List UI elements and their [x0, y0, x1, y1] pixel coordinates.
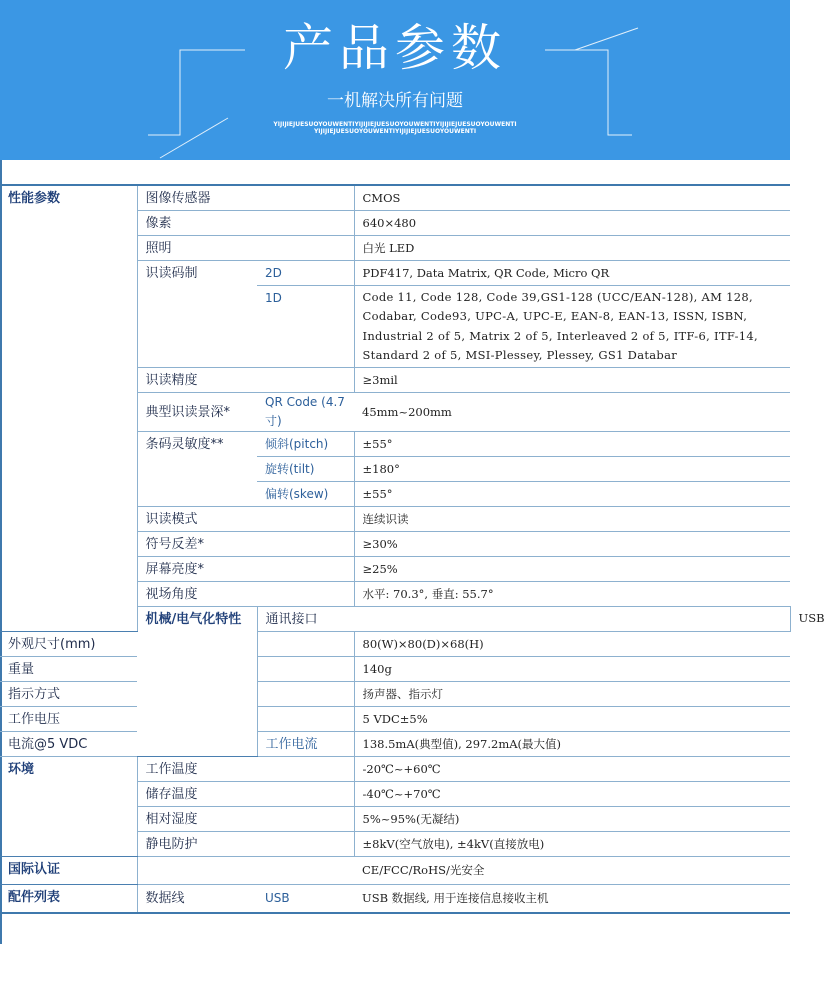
spec-row-dimensions — [0, 632, 790, 657]
row-value: -40℃~+70℃ — [354, 782, 790, 807]
row-sub — [257, 682, 354, 707]
row-sub — [257, 757, 354, 782]
spec-row-certs — [0, 857, 790, 885]
row-value: ≥30% — [354, 532, 790, 557]
row-sub — [257, 582, 354, 607]
row-sub — [257, 368, 354, 393]
row-label: 条码灵敏度** — [137, 432, 257, 507]
row-label: 像素 — [137, 211, 257, 236]
row-label: 外观尺寸(mm) — [0, 632, 137, 657]
row-label: 屏幕亮度* — [137, 557, 257, 582]
spec-row-cable — [0, 885, 790, 914]
section-mechanical: 机械/电气化特性 — [137, 607, 257, 757]
row-value: ≥25% — [354, 557, 790, 582]
row-value-1d: Code 11, Code 128, Code 39,GS1-128 (UCC/EAN-128), AM 128, Codabar, Code93, UPC-A, UPC-E, EAN-8, EAN-13, ISSN, ISBN, Industrial 2 of 5, Matrix 2 of 5, Interleaved 2 of 5, ITF-6, ITF-14, Standard 2 of 5, MSI-Plessey, Plessey, GS1 Databar — [354, 286, 790, 368]
row-label: 重量 — [0, 657, 137, 682]
row-value: 5 VDC±5% — [354, 707, 790, 732]
spec-row-sensor — [0, 186, 790, 211]
row-value: 水平: 70.3°, 垂直: 55.7° — [354, 582, 790, 607]
row-label: 识读码制 — [137, 261, 257, 368]
row-value: 140g — [354, 657, 790, 682]
row-label: 电流@5 VDC — [0, 732, 137, 757]
row-label: 储存温度 — [137, 782, 257, 807]
row-label: 相对湿度 — [137, 807, 257, 832]
section-environment: 环境 — [0, 757, 137, 857]
row-sub — [257, 707, 354, 732]
row-label: 视场角度 — [137, 582, 257, 607]
row-value: 白光 LED — [354, 236, 790, 261]
row-sub — [257, 211, 354, 236]
row-sub-tilt: 旋转(tilt) — [257, 457, 354, 482]
row-label: 通讯接口 — [257, 607, 354, 632]
row-value-skew: ±55° — [354, 482, 790, 507]
row-value: CMOS — [354, 186, 790, 211]
row-sub — [257, 807, 354, 832]
row-value: 5%~95%(无凝结) — [354, 807, 790, 832]
row-value: USB 数据线, 用于连接信息接收主机 — [354, 885, 790, 914]
row-sub-1d: 1D — [257, 286, 354, 368]
spec-row-current — [0, 732, 790, 757]
row-label: 工作电压 — [0, 707, 137, 732]
row-sub — [257, 557, 354, 582]
row-sub — [257, 857, 354, 885]
page-subtitle: 一机解决所有问题 — [327, 91, 463, 111]
row-value: 640×480 — [354, 211, 790, 236]
row-value-pitch: ±55° — [354, 432, 790, 457]
row-label: 图像传感器 — [137, 186, 257, 211]
row-label: 静电防护 — [137, 832, 257, 857]
spec-row-voltage — [0, 707, 790, 732]
row-label: 典型识读景深* — [137, 393, 257, 432]
row-label: 符号反差* — [137, 532, 257, 557]
row-value-2d: PDF417, Data Matrix, QR Code, Micro QR — [354, 261, 790, 286]
row-sub — [257, 532, 354, 557]
spec-row-interface: 机械/电气化特性 通讯接口 USB — [0, 607, 790, 632]
row-sub — [257, 632, 354, 657]
page-title: 产品参数 — [283, 19, 507, 77]
row-value: 45mm~200mm — [354, 393, 790, 432]
row-label: 工作温度 — [137, 757, 257, 782]
pinyin-caption — [0, 121, 790, 135]
spec-row-weight — [0, 657, 790, 682]
row-value: 连续识读 — [354, 507, 790, 532]
row-sub — [257, 832, 354, 857]
row-value: 138.5mA(典型值), 297.2mA(最大值) — [354, 732, 790, 757]
row-sub: 工作电流 — [257, 732, 354, 757]
row-sub — [257, 236, 354, 261]
row-label: 照明 — [137, 236, 257, 261]
row-value: -20℃~+60℃ — [354, 757, 790, 782]
section-accessories: 配件列表 — [0, 885, 137, 914]
section-performance: 性能参数 — [0, 186, 137, 632]
pinyin-line-2: YIJIJIEJUESUOYOUWENTIYIJIJIEJUESUOYOUWENTI — [313, 128, 477, 135]
header-banner — [0, 0, 790, 160]
row-sub-2d: 2D — [257, 261, 354, 286]
spec-table — [0, 186, 825, 914]
spec-row-indicator — [0, 682, 790, 707]
row-value: 扬声器、指示灯 — [354, 682, 790, 707]
row-value: 80(W)×80(D)×68(H) — [354, 632, 790, 657]
row-value: CE/FCC/RoHS/光安全 — [354, 857, 790, 885]
row-sub-skew: 偏转(skew) — [257, 482, 354, 507]
row-label: 识读精度 — [137, 368, 257, 393]
row-value-tilt: ±180° — [354, 457, 790, 482]
row-sub: USB — [257, 885, 354, 914]
row-sub-pitch: 倾斜(pitch) — [257, 432, 354, 457]
spec-row-op-temp — [0, 757, 790, 782]
section-certification: 国际认证 — [0, 857, 137, 885]
row-label: 指示方式 — [0, 682, 137, 707]
row-label — [137, 857, 257, 885]
row-sub — [257, 186, 354, 211]
row-label: 数据线 — [137, 885, 257, 914]
row-sub — [257, 782, 354, 807]
row-sub: QR Code (4.7 寸) — [257, 393, 354, 432]
row-value: ≥3mil — [354, 368, 790, 393]
row-value: ±8kV(空气放电), ±4kV(直接放电) — [354, 832, 790, 857]
row-sub — [257, 507, 354, 532]
row-sub — [354, 607, 790, 632]
row-label: 识读模式 — [137, 507, 257, 532]
pinyin-line-1: YIJIJIEJUESUOYOUWENTIYIJIJIEJUESUOYOUWENTIYIJIJIEJUESUOYOUWENTI — [273, 121, 517, 128]
row-sub — [257, 657, 354, 682]
